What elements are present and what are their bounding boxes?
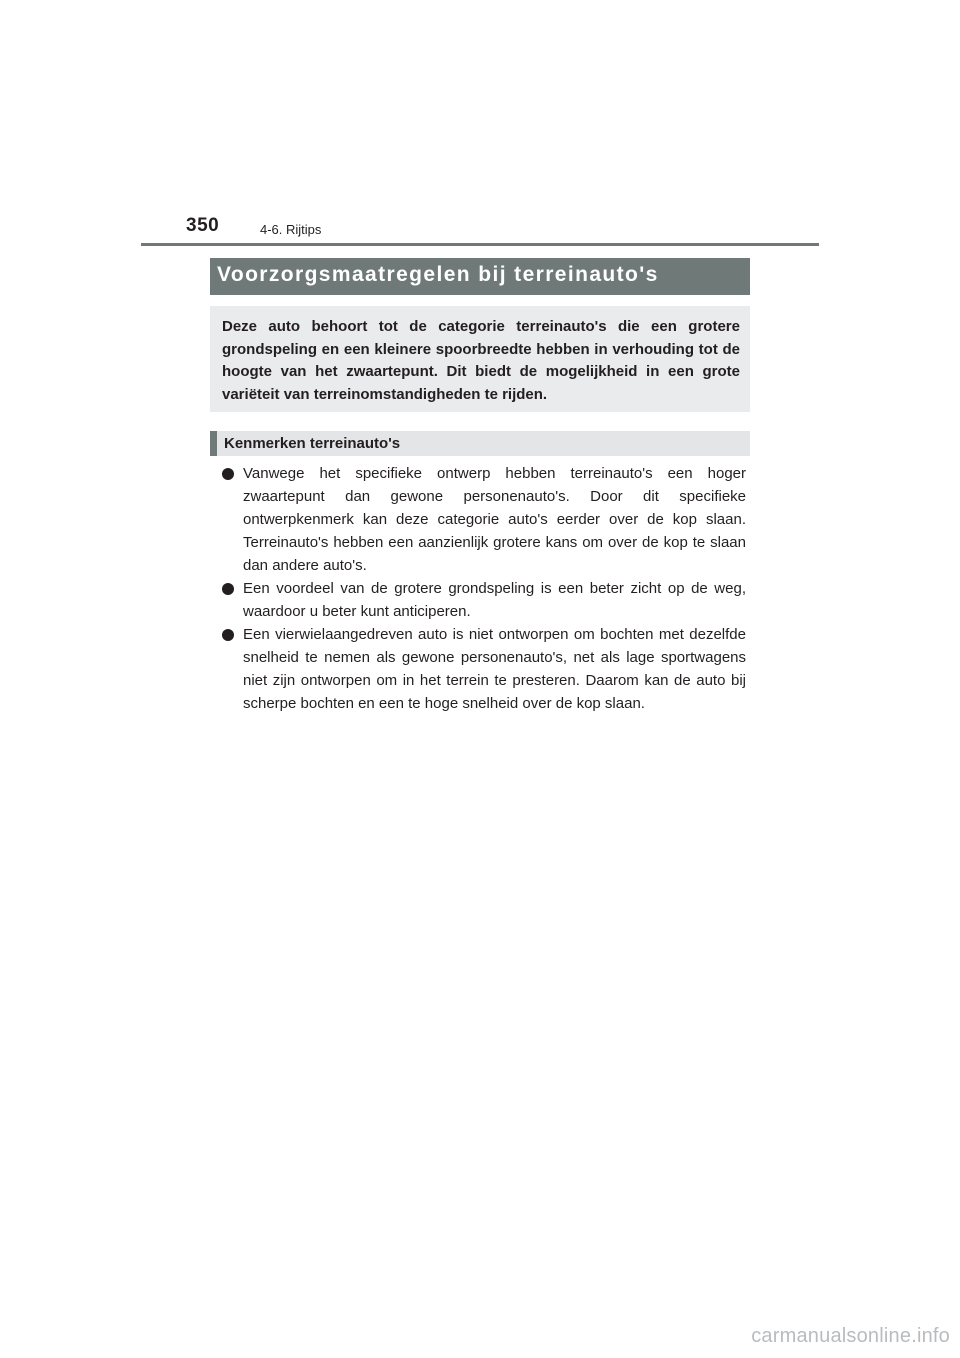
watermark: carmanualsonline.info <box>751 1325 950 1347</box>
bullet-item <box>222 623 746 715</box>
bullet-item <box>222 462 746 577</box>
page-number: 350 <box>186 215 220 236</box>
bullet-text: Vanwege het specifieke ontwerp hebben terreinauto's een hoger zwaartepunt dan gewone personenauto's. Door dit specifieke ontwerpkenmerk kan deze categorie auto's eerder over de kop slaan. Terreinauto's hebben een aanzienlijk grotere kans om over de kop te slaan dan andere auto's. <box>243 465 746 574</box>
header-divider <box>141 243 819 246</box>
bullet-list <box>222 462 746 715</box>
bullet-text: Een voordeel van de grotere grondspeling is een beter zicht op de weg, waardoor u beter kunt anticiperen. <box>243 580 746 620</box>
bullet-dot-icon <box>222 583 234 595</box>
intro-box: Deze auto behoort tot de categorie terreinauto's die een grotere grondspeling en een kleinere spoorbreedte hebben in verhouding tot de hoogte van het zwaartepunt. Dit biedt de mogelijkheid in een grote variëteit van terreinomstandigheden te rijden. <box>210 306 750 412</box>
bullet-item <box>222 577 746 623</box>
subheading: Kenmerken terreinauto's <box>210 431 750 456</box>
bullet-dot-icon <box>222 629 234 641</box>
section-label: 4-6. Rijtips <box>260 222 322 237</box>
bullet-text: Een vierwielaangedreven auto is niet ontworpen om bochten met dezelfde snelheid te nemen als gewone personenauto's, net als lage sportwagens niet zijn ontworpen om in het terrein te presteren. Daarom kan de auto bij scherpe bochten en een te hoge snelheid over de kop slaan. <box>243 626 746 712</box>
section-title: Voorzorgsmaatregelen bij terreinauto's <box>210 258 750 295</box>
bullet-dot-icon <box>222 468 234 480</box>
